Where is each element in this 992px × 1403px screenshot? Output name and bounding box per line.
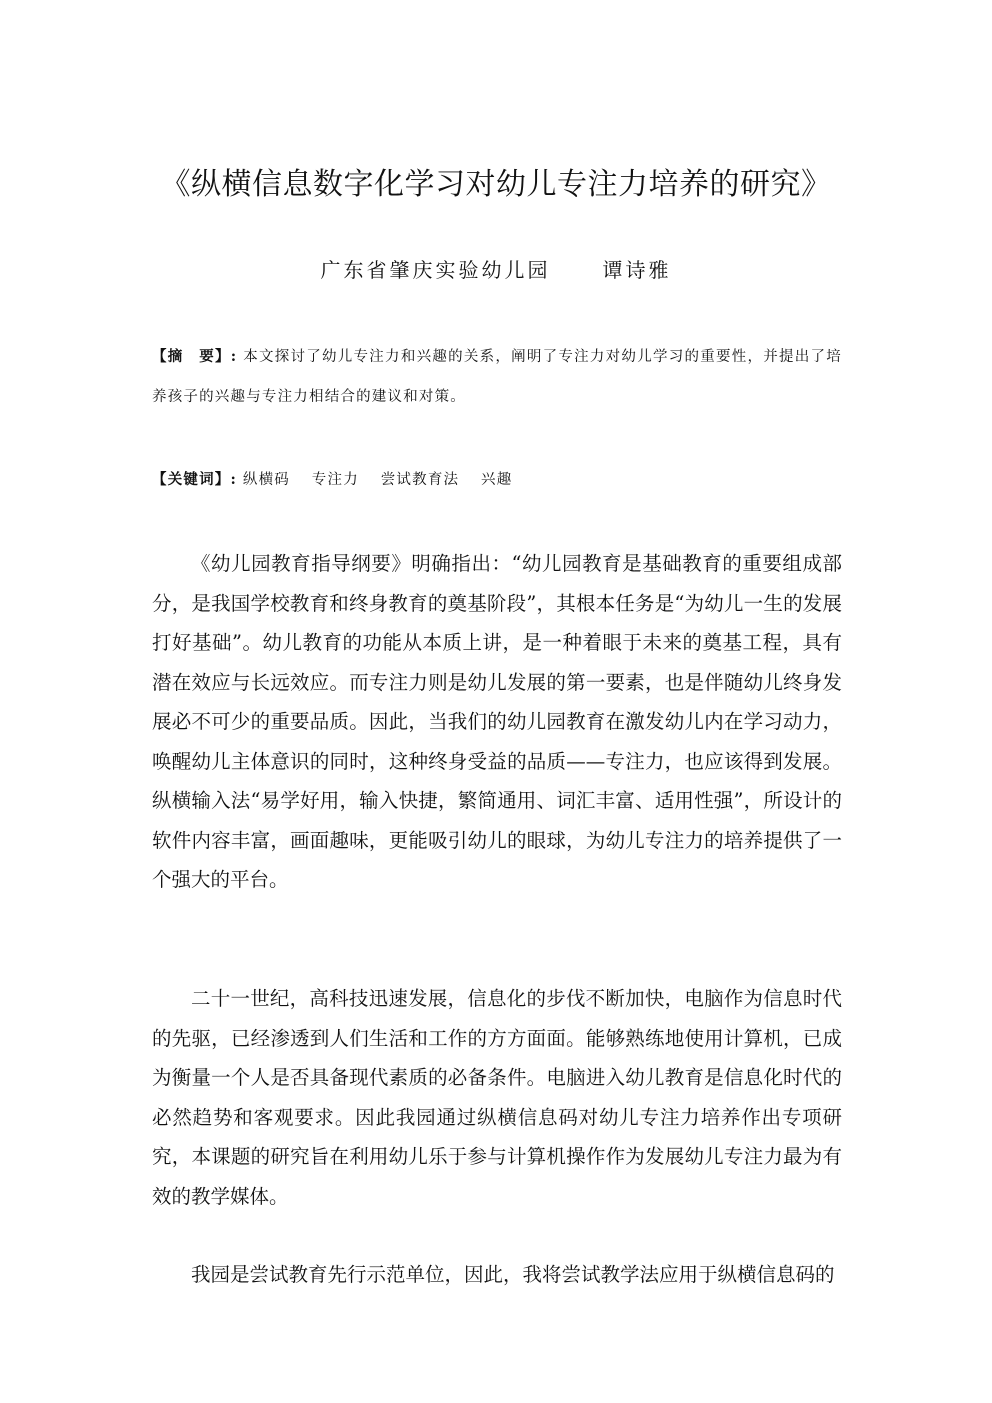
document-title: 《纵横信息数字化学习对幼儿专注力培养的研究》 xyxy=(160,167,832,202)
author-organization: 广东省肇庆实验幼儿园 xyxy=(320,258,551,282)
keyword: 专注力 xyxy=(311,472,359,488)
abstract xyxy=(152,337,842,417)
keyword: 尝试教育法 xyxy=(380,472,460,488)
abstract-text: 本文探讨了幼儿专注力和兴趣的关系，阐明了专注力对幼儿学习的重要性，并提出了培养孩子的兴趣与专注力相结合的建议和对策。 xyxy=(152,349,842,405)
author-name: 谭诗雅 xyxy=(602,258,672,282)
body-paragraph: 二十一世纪，高科技迅速发展，信息化的步伐不断加快，电脑作为信息时代的先驱，已经渗透到人们生活和工作的方方面面。能够熟练地使用计算机，已成为衡量一个人是否具备现代素质的必备条件。电脑进入幼儿教育是信息化时代的必然趋势和客观要求。因此我园通过纵横信息码对幼儿专注力培养作出专项研究，本课题的研究旨在利用幼儿乐于参与计算机操作作为发展幼儿专注力最为有效的教学媒体。 xyxy=(152,987,842,1208)
keywords-label: 【关键词】: xyxy=(152,471,238,488)
keyword: 纵横码 xyxy=(242,472,290,488)
body-paragraph: 《幼儿园教育指导纲要》明确指出：“幼儿园教育是基础教育的重要组成部分，是我国学校教育和终身教育的奠基阶段”，其根本任务是“为幼儿一生的发展打好基础”。幼儿教育的功能从本质上讲，是一种着眼于未来的奠基工程，具有潜在效应与长远效应。而专注力则是幼儿发展的第一要素，也是伴随幼儿终身发展必不可少的重要品质。因此，当我们的幼儿园教育在激发幼儿内在学习动力，唤醒幼儿主体意识的同时，这种终身受益的品质——专注力，也应该得到发展。纵横输入法“易学好用，输入快捷，繁简通用、词汇丰富、适用性强”，所设计的软件内容丰富，画面趣味，更能吸引幼儿的眼球，为幼儿专注力的培养提供了一个强大的平台。 xyxy=(152,552,842,891)
keywords xyxy=(152,462,842,498)
keyword: 兴趣 xyxy=(481,472,513,488)
body-paragraph: 我园是尝试教育先行示范单位，因此，我将尝试教学法应用于纵横信息码的 xyxy=(191,1263,835,1286)
author-byline xyxy=(0,252,992,288)
abstract-label: 【摘 要】: xyxy=(152,348,238,365)
